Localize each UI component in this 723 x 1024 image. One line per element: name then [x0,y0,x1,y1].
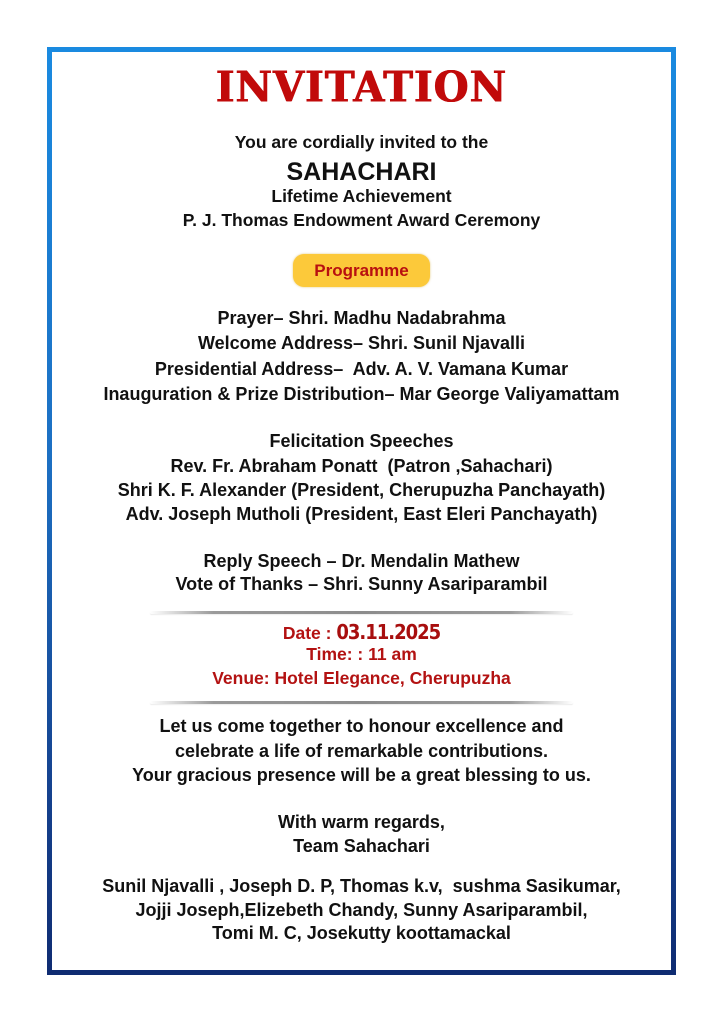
committee-line: Tomi M. C, Josekutty koottamackal [212,923,511,943]
event-time: Time: : 11 am [306,644,417,664]
programme-badge-label: Programme [314,260,409,280]
date-value: 03.11.2025 [336,620,441,644]
felicitation-item: Shri K. F. Alexander (President, Cherupuzha Panchayath) [117,480,606,500]
message-line: Your gracious presence will be a great blessing to us. [132,765,591,785]
vote-of-thanks: Vote of Thanks – Shri. Sunny Asariparambil [175,574,548,594]
message-line: celebrate a life of remarkable contributions. [174,741,549,761]
programme-item: Presidential Address– Adv. A. V. Vamana Kumar [154,359,569,379]
event-date [0,622,723,643]
message-line: Let us come together to honour excellence and [159,716,564,736]
felicitation-heading: Felicitation Speeches [269,431,454,451]
committee-line: Sunil Njavalli , Joseph D. P, Thomas k.v, sushma Sasikumar, [102,876,621,896]
event-venue: Venue: Hotel Elegance, Cherupuzha [212,668,511,688]
invitation-title: INVITATION [215,62,508,113]
award-title-line-1: Lifetime Achievement [271,186,452,206]
team-signature: Team Sahachari [293,836,430,856]
intro-text: You are cordially invited to the [234,132,489,152]
reply-speech: Reply Speech – Dr. Mendalin Mathew [203,551,520,571]
divider-top [150,611,573,614]
felicitation-item: Adv. Joseph Mutholi (President, East Eleri Panchayath) [125,504,598,524]
committee-line: Jojji Joseph,Elizebeth Chandy, Sunny Asariparambil, [135,900,588,920]
programme-item: Inauguration & Prize Distribution– Mar George Valiyamattam [103,384,620,404]
programme-item: Welcome Address– Shri. Sunil Njavalli [197,333,526,353]
programme-badge [293,254,430,287]
programme-item: Prayer– Shri. Madhu Nadabrahma [217,308,506,328]
organization-name: SAHACHARI [286,158,437,186]
divider-bottom [150,701,573,704]
felicitation-item: Rev. Fr. Abraham Ponatt (Patron ,Sahachari) [170,456,553,476]
date-label: Date : [282,623,337,643]
award-title-line-2: P. J. Thomas Endowment Award Ceremony [182,210,541,230]
regards-text: With warm regards, [278,812,445,832]
